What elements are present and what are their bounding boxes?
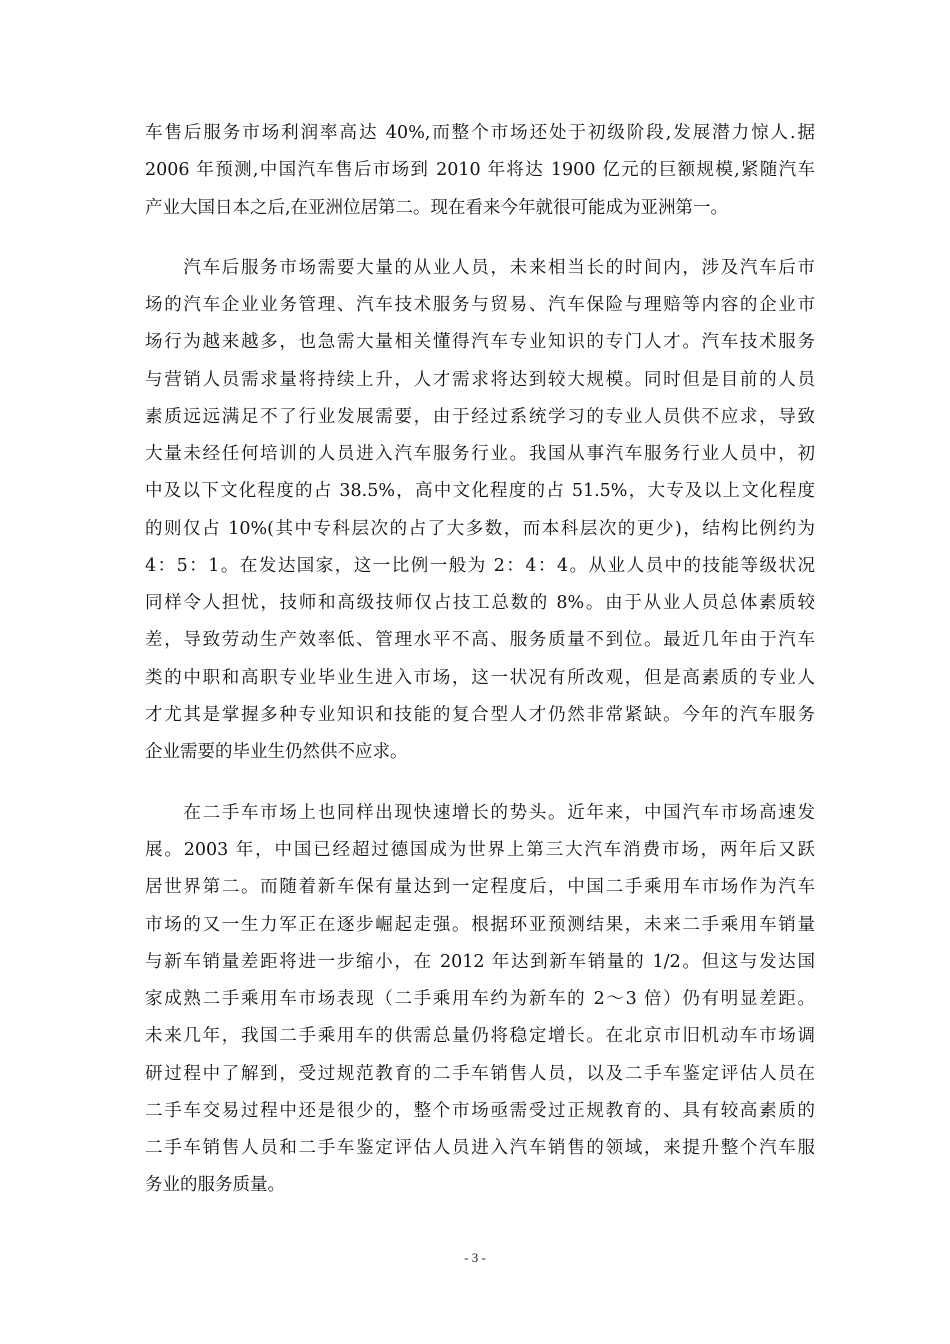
text-line: 二手车交易过程中还是很少的，整个市场亟需受过正规教育的、具有较高素质的 (145, 1101, 815, 1121)
text-line: 才尤其是掌握多种专业知识和技能的复合型人才仍然非常紧缺。今年的汽车服务 (145, 705, 815, 725)
text-line: 差，导致劳动生产效率低、管理水平不高、服务质量不到位。最近几年由于汽车 (145, 630, 815, 650)
text-line: 素质远远满足不了行业发展需要，由于经过系统学习的专业人员供不应求，导致 (145, 407, 815, 427)
text-line: 中及以下文化程度的占 38.5%，高中文化程度的占 51.5%，大专及以上文化程度 (145, 481, 815, 501)
text-line: 同样令人担忧，技师和高级技师仅占技工总数的 8%。由于从业人员总体素质较 (145, 593, 815, 613)
text-line: 4：5：1。在发达国家，这一比例一般为 2：4：4。从业人员中的技能等级状况 (145, 556, 815, 576)
text-line: 务业的服务质量。 (145, 1175, 285, 1195)
text-line: 车售后服务市场利润率高达 40%,而整个市场还处于初级阶段,发展潜力惊人.据 (145, 123, 815, 143)
text-line: 未来几年，我国二手乘用车的供需总量仍将稳定增长。在北京市旧机动车市场调 (145, 1026, 815, 1046)
text-line: 市场的又一生力军正在逐步崛起走强。根据环亚预测结果，未来二手乘用车销量 (145, 915, 815, 935)
page-number: - 3 - (464, 1250, 486, 1265)
text-line: 场行为越来越多，也急需大量相关懂得汽车专业知识的专门人才。汽车技术服务 (145, 332, 815, 352)
text-line: 企业需要的毕业生仍然供不应求。 (145, 742, 408, 762)
text-line: 与新车销量差距将进一步缩小，在 2012 年达到新车销量的 1/2。但这与发达国 (145, 952, 815, 972)
text-line: 在二手车市场上也同样出现快速增长的势头。近年来，中国汽车市场高速发 (145, 803, 815, 823)
text-line: 场的汽车企业业务管理、汽车技术服务与贸易、汽车保险与理赔等内容的企业市 (145, 295, 815, 315)
text-line: 二手车销售人员和二手车鉴定评估人员进入汽车销售的领域，来提升整个汽车服 (145, 1138, 815, 1158)
text-line: 汽车后服务市场需要大量的从业人员，未来相当长的时间内，涉及汽车后市 (145, 258, 815, 278)
text-line: 展。2003 年，中国已经超过德国成为世界上第三大汽车消费市场，两年后又跃 (145, 840, 815, 860)
text-line: 的则仅占 10%(其中专科层次的占了大多数，而本科层次的更少)，结构比例约为 (145, 519, 815, 539)
text-line: 家成熟二手乘用车市场表现（二手乘用车约为新车的 2～3 倍）仍有明显差距。 (145, 989, 815, 1009)
text-line: 研过程中了解到，受过规范教育的二手车销售人员，以及二手车鉴定评估人员在 (145, 1064, 815, 1084)
text-line: 类的中职和高职专业毕业生进入市场，这一状况有所改观，但是高素质的专业人 (145, 668, 815, 688)
text-line: 与营销人员需求量将持续上升，人才需求将达到较大规模。同时但是目前的人员 (145, 370, 815, 390)
text-line: 产业大国日本之后,在亚洲位居第二。现在看来今年就很可能成为亚洲第一。 (145, 198, 729, 218)
text-line: 大量未经任何培训的人员进入汽车服务行业。我国从事汽车服务行业人员中，初 (145, 444, 815, 464)
text-line: 居世界第二。而随着新车保有量达到一定程度后，中国二手乘用车市场作为汽车 (145, 877, 815, 897)
text-line: 2006 年预测,中国汽车售后市场到 2010 年将达 1900 亿元的巨额规模,紧随汽车 (145, 160, 815, 180)
